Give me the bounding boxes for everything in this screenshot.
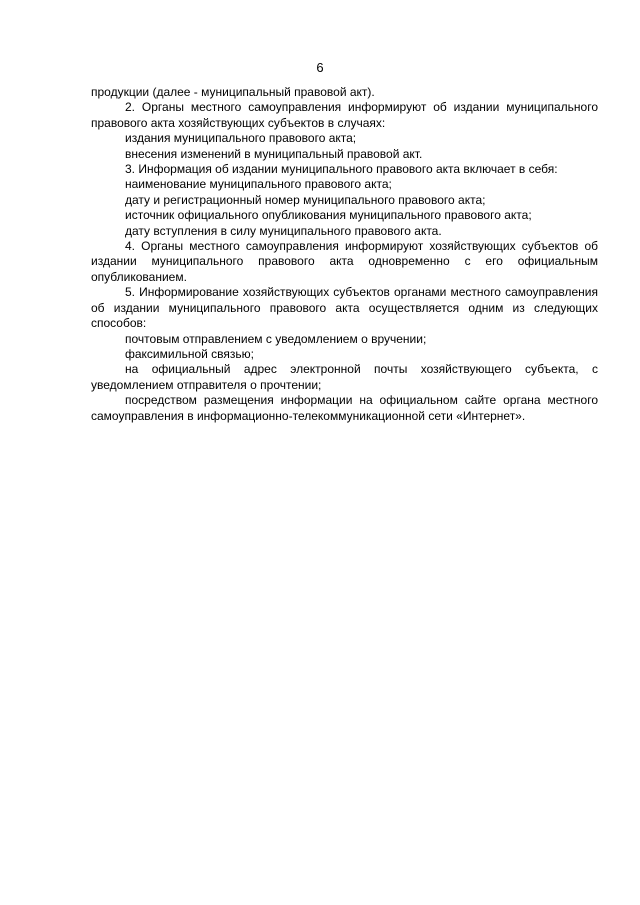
list-item: наименование муниципального правового акта; — [125, 177, 392, 192]
list-item: дату и регистрационный номер муниципального правового акта; — [125, 192, 486, 207]
paragraph-item-3: 3. Информация об издании муниципального правового акта включает в себя: — [125, 162, 558, 177]
paragraph-item-2: 2. Органы местного самоуправления информируют об издании муниципального правового акта хозяйствующих субъектов в случаях: — [91, 100, 598, 130]
list-item: дату вступления в силу муниципального правового акта. — [125, 223, 442, 238]
paragraph-continuation: продукции (далее - муниципальный правовой акт). — [91, 85, 375, 99]
list-item: почтовым отправлением с уведомлением о вручении; — [125, 331, 427, 346]
list-item: факсимильной связью; — [125, 346, 255, 361]
list-item: издания муниципального правового акта; — [125, 131, 357, 146]
paragraph-item-4: 4. Органы местного самоуправления информируют хозяйствующих субъектов об издании муниципального правового акта одновременно с его официальным опубликованием. — [91, 239, 598, 284]
list-item: на официальный адрес электронной почты хозяйствующего субъекта, с уведомлением отправителя о прочтении; — [91, 362, 598, 392]
list-item: источник официального опубликования муниципального правового акта; — [125, 208, 532, 223]
list-item: внесения изменений в муниципальный правовой акт. — [125, 146, 423, 161]
list-item: посредством размещения информации на официальном сайте органа местного самоуправления в информационно-телекоммуникационной сети «Интернет». — [91, 393, 598, 423]
page-number: 6 — [316, 60, 324, 75]
paragraph-item-5: 5. Информирование хозяйствующих субъектов органами местного самоуправления об издании муниципального правового акта осуществляется одним из следующих способов: — [91, 285, 598, 331]
document-body — [91, 85, 598, 424]
